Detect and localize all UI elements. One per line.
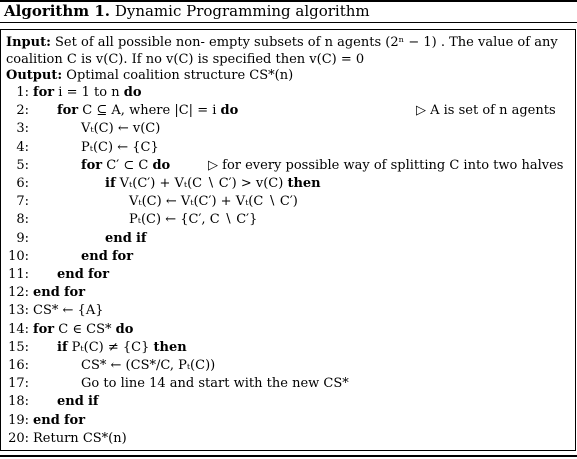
step-token: the: [266, 376, 288, 392]
keyword: then: [153, 339, 187, 355]
step-token: C: [58, 321, 69, 337]
output-text: Optimal coalition structure CS*(n): [66, 68, 294, 83]
line-number: 16:: [8, 358, 29, 373]
algorithm-name: Dynamic Programming algorithm: [114, 2, 370, 20]
keyword: for: [63, 285, 86, 301]
step-token: {C}: [132, 139, 159, 155]
title-rule: [0, 22, 577, 23]
step-token: Pₜ(C): [71, 339, 104, 355]
step-token: =: [66, 85, 78, 100]
step-token: {C}: [122, 339, 150, 355]
step-token: ←: [165, 212, 177, 228]
step-token: +: [159, 176, 171, 191]
step-token: line: [120, 376, 145, 392]
line-number: 6:: [16, 176, 29, 191]
step-token: Vₜ(C′): [119, 176, 156, 191]
step-token: C: [209, 212, 220, 228]
algorithm-title: [4, 3, 370, 20]
step-text: [57, 267, 109, 283]
output-line: [6, 68, 293, 84]
step-token: A,: [111, 103, 125, 119]
step-token: ←: [110, 358, 122, 373]
input-text-1: Set of all possible non- empty subsets of n agents (2ⁿ − 1) . The value of any: [55, 35, 558, 50]
step-text: [81, 121, 160, 137]
keyword: for: [81, 157, 103, 173]
step-text: [33, 322, 133, 338]
step-text: [33, 285, 85, 301]
step-token: |C|: [174, 103, 194, 119]
keyword: for: [87, 267, 110, 282]
keyword: then: [287, 176, 321, 191]
step-token: 1: [81, 85, 90, 100]
line-number: 4:: [16, 139, 29, 155]
step-token: C′): [218, 176, 237, 191]
step-token: where: [129, 103, 171, 119]
input-line-2: [6, 52, 364, 68]
step-token: Pₜ(C): [129, 212, 162, 228]
keyword: for: [33, 85, 55, 100]
keyword: do: [220, 103, 239, 119]
step-token: Vₜ(C: [235, 194, 264, 210]
line-number: 3:: [16, 121, 29, 137]
keyword: if: [87, 394, 99, 410]
step-token: CS*: [33, 303, 59, 319]
step-token: Vₜ(C: [174, 176, 203, 191]
step-text: [57, 340, 187, 356]
keyword: end: [81, 248, 108, 264]
keyword: for: [57, 103, 79, 119]
line-number: 11:: [8, 267, 29, 282]
output-label: Output:: [6, 68, 63, 83]
step-comment: ▷ A is set of n agents: [416, 103, 556, 119]
step-token: new: [292, 376, 320, 392]
step-token: CS*(n): [82, 430, 127, 446]
step-text: [33, 413, 85, 429]
step-token: ←: [117, 121, 129, 137]
step-token: CS*: [323, 376, 349, 392]
algorithm-body: [0, 29, 576, 451]
step-text: [81, 249, 133, 265]
step-text: [81, 358, 215, 374]
keyword: do: [115, 321, 134, 337]
step-token: ⊆: [96, 103, 108, 119]
line-number: 9:: [16, 230, 29, 246]
step-text: [105, 176, 321, 192]
step-token: start: [198, 376, 230, 392]
step-token: CS*: [81, 358, 107, 373]
line-number: 19:: [8, 412, 29, 428]
step-token: ∖: [223, 212, 233, 228]
keyword: do: [152, 157, 171, 173]
step-text: [33, 431, 127, 447]
input-line-1: [6, 35, 558, 51]
step-comment: ▷ for every possible way of splitting C into two halves: [208, 157, 564, 173]
keyword: to: [103, 376, 117, 392]
line-number: 20:: [8, 430, 29, 446]
line-number: 12:: [8, 285, 29, 301]
step-token: n: [111, 85, 120, 100]
keyword: for: [63, 412, 86, 428]
keyword: end: [33, 412, 60, 428]
line-number: 2:: [16, 103, 29, 119]
input-label: Input:: [6, 35, 51, 50]
step-token: C: [138, 157, 149, 173]
algorithm-label: Algorithm 1.: [4, 2, 111, 20]
step-text: [105, 231, 146, 247]
step-token: C′: [106, 157, 120, 173]
step-token: =: [197, 103, 209, 119]
keyword: to: [94, 85, 108, 100]
step-token: C′}: [236, 212, 258, 228]
step-token: ←: [117, 139, 129, 155]
line-number: 17:: [8, 376, 29, 392]
step-token: ∖: [206, 176, 215, 191]
step-token: (CS*/C,: [125, 358, 174, 373]
step-token: ≠: [107, 339, 119, 355]
keyword: end: [105, 230, 132, 246]
keyword: if: [57, 339, 68, 355]
step-token: and: [169, 376, 195, 392]
line-number: 5:: [16, 157, 29, 173]
step-token: 14: [149, 376, 166, 392]
step-token: ⊂: [123, 157, 135, 173]
keyword: end: [57, 394, 84, 410]
step-token: Pₜ(C): [81, 139, 114, 155]
step-token: >: [240, 176, 252, 191]
step-token: Vₜ(C): [81, 121, 114, 137]
step-text: [81, 376, 349, 392]
step-token: with: [233, 376, 263, 392]
bottom-rule: [0, 455, 577, 457]
step-token: v(C): [132, 121, 161, 137]
step-text: [33, 303, 103, 319]
step-text: [129, 194, 298, 210]
line-number: 13:: [8, 303, 29, 319]
line-number: 10:: [8, 248, 29, 264]
keyword: do: [123, 85, 142, 100]
step-token: ∖: [267, 194, 276, 210]
step-text: [81, 158, 170, 174]
line-number: 18:: [8, 394, 29, 410]
step-token: CS*: [86, 321, 112, 337]
line-number: 14:: [8, 321, 29, 337]
line-number: 1:: [16, 85, 29, 100]
step-token: C′): [279, 194, 298, 210]
line-number: 15:: [8, 339, 29, 355]
keyword: for: [111, 248, 134, 264]
step-token: Vₜ(C′): [180, 194, 217, 210]
step-token: Go: [81, 376, 100, 392]
line-number: 8:: [16, 212, 29, 228]
step-token: Pₜ(C)): [178, 358, 216, 373]
keyword: if: [135, 230, 147, 246]
step-token: ←: [62, 303, 74, 319]
step-token: Vₜ(C): [129, 194, 162, 210]
step-token: ←: [165, 194, 177, 210]
step-text: [57, 103, 238, 119]
step-text: [33, 85, 142, 101]
step-token: {C′,: [180, 212, 206, 228]
step-token: i: [212, 103, 217, 119]
keyword: for: [33, 321, 55, 337]
step-token: {A}: [77, 303, 104, 319]
keyword: if: [105, 176, 116, 191]
step-text: [81, 140, 159, 156]
input-text-2: coalition C is v(C). If no v(C) is specified then v(C) = 0: [6, 52, 365, 67]
step-token: ∈: [72, 321, 82, 337]
keyword: end: [33, 285, 60, 301]
keyword: end: [57, 267, 84, 282]
step-token: +: [220, 194, 232, 210]
step-text: [57, 394, 98, 410]
step-token: i: [58, 85, 63, 100]
step-text: [129, 212, 257, 228]
line-number: 7:: [16, 194, 29, 210]
step-token: v(C): [255, 176, 284, 191]
keyword: Return: [33, 430, 79, 446]
step-token: C: [82, 103, 93, 119]
